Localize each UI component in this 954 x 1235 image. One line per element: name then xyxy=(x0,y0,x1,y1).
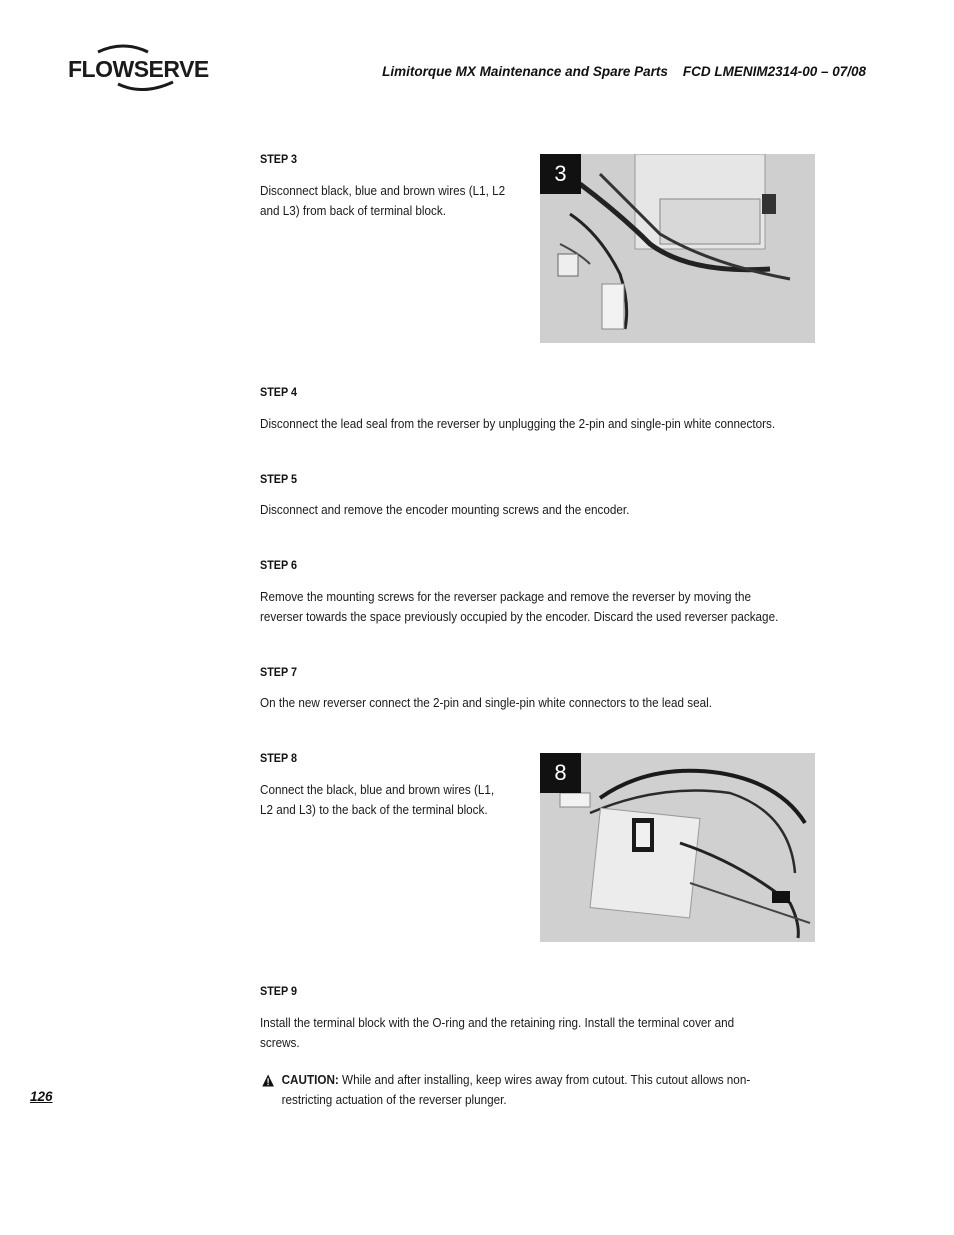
figure-8-number: 8 xyxy=(540,753,581,793)
step-4-label: STEP 4 xyxy=(260,385,298,399)
page-number: 126 xyxy=(30,1089,53,1104)
warning-triangle-icon xyxy=(262,1074,275,1087)
step-6-label: STEP 6 xyxy=(260,558,298,572)
step-9-text: Install the terminal block with the O-ring and the retaining ring. Install the terminal cover and screws. xyxy=(260,1015,735,1050)
step-6-text: Remove the mounting screws for the reverser package and remove the reverser by moving the reverser towards the space previously occupied by the encoder. Discard the used reverser package. xyxy=(260,589,779,624)
figure-3-photo xyxy=(540,154,815,343)
logo-text: FLOWSERVE xyxy=(68,56,209,82)
step-8-label: STEP 8 xyxy=(260,751,298,765)
step-7-label: STEP 7 xyxy=(260,665,298,679)
step-8-text: Connect the black, blue and brown wires (L1, L2 and L3) to the back of the terminal block. xyxy=(260,782,495,817)
caution-note xyxy=(260,1070,764,1110)
step-5-label: STEP 5 xyxy=(260,472,298,486)
flowserve-logo xyxy=(68,44,208,96)
step-3-label: STEP 3 xyxy=(260,152,298,166)
step-7-text: On the new reverser connect the 2-pin and single-pin white connectors to the lead seal. xyxy=(260,695,713,710)
step-3-text: Disconnect black, blue and brown wires (L1, L2 and L3) from back of terminal block. xyxy=(260,183,506,218)
step-5-text: Disconnect and remove the encoder mounting screws and the encoder. xyxy=(260,502,630,517)
caution-label: CAUTION: xyxy=(281,1072,339,1087)
figure-8-photo xyxy=(540,753,815,942)
caution-text: While and after installing, keep wires away from cutout. This cutout allows non-restricting actuation of the reverser plunger. xyxy=(281,1072,751,1107)
step-4-text: Disconnect the lead seal from the reverser by unplugging the 2-pin and single-pin white connectors. xyxy=(260,416,776,431)
document-header-title: Limitorque MX Maintenance and Spare Parts FCD LMENIM2314-00 – 07/08 xyxy=(382,64,866,79)
step-9-label: STEP 9 xyxy=(260,984,298,998)
figure-3-number: 3 xyxy=(540,154,581,194)
